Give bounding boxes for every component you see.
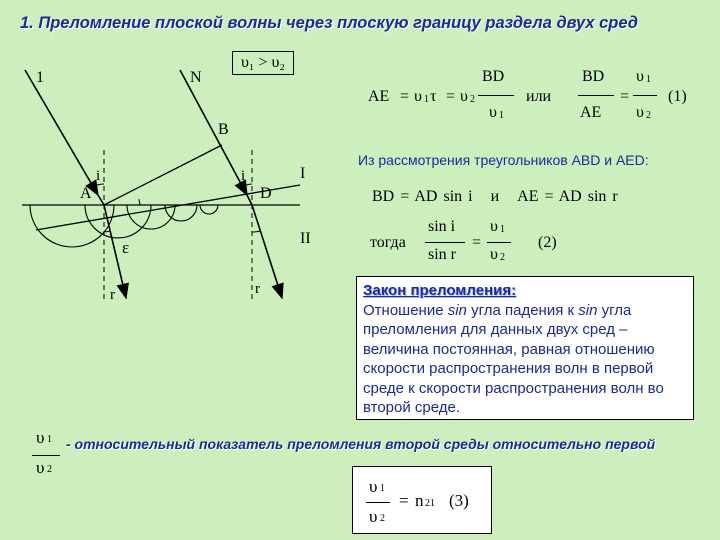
angle-r-A-label: r [110, 287, 115, 303]
formula-1-frac2-den: AE [580, 104, 602, 121]
formula-1-frac-num: BD [482, 68, 505, 85]
formula-1-v2-sub: 2 [470, 94, 475, 105]
refraction-law-box [356, 276, 694, 420]
formula-1-eq2: = [446, 88, 456, 105]
wavelet-5 [200, 205, 218, 214]
formula-1-or: или [526, 88, 552, 105]
formula-3-number: (2) [538, 234, 557, 251]
law-text-1: Отношение [363, 301, 448, 319]
ray-1-label: 1 [36, 69, 44, 86]
page-title: 1. Преломление плоской волны через плоскую границу раздела двух сред [20, 14, 638, 32]
wavelet-2 [85, 205, 151, 238]
normal-label: N [190, 69, 202, 86]
formula-1-tau: τ [430, 88, 437, 105]
formula-3-num: sin i [428, 218, 456, 235]
formula-4-box [352, 466, 492, 534]
incident-ray-1 [25, 70, 101, 195]
wavefront-AB [104, 145, 222, 205]
formula-3-rnum-sub: 1 [500, 224, 505, 235]
formula-4-number: (3) [449, 491, 469, 510]
relative-index-note: - относительный показатель преломления второй среды относительно первой [66, 436, 656, 452]
formula-1 [368, 60, 698, 130]
incident-ray-N-cont [247, 195, 252, 205]
formula-1-frac3-den-sub: 2 [646, 110, 651, 121]
point-D-label: D [260, 185, 272, 202]
formula-1-eq3: = [620, 88, 630, 105]
formula-3-rden-sub: 2 [500, 252, 505, 263]
point-B-label: B [218, 121, 229, 138]
law-sin-1: sin [447, 301, 467, 319]
formula-3-rbar [487, 242, 511, 243]
formula-1-lhs: AE [368, 88, 390, 105]
formula-1-frac2-bar [578, 95, 614, 96]
formula-2-part1: BD = AD sin i [372, 188, 473, 205]
formula-1-frac-den-sub: 1 [499, 110, 504, 121]
formula-1-frac2-num: BD [582, 68, 605, 85]
formula-4-eq: = [399, 491, 409, 510]
relative-num: υ [36, 428, 45, 447]
formula-1-eq1: = [400, 88, 410, 105]
formula-3-then: тогда [370, 234, 406, 251]
refraction-diagram [0, 40, 345, 360]
formula-3-rnum: υ [490, 218, 498, 235]
incident-ray-1-cont [98, 195, 104, 205]
epsilon-label: ε [122, 238, 130, 257]
formula-1-v2: υ [460, 88, 468, 105]
formula-2-part2: AE = AD sin r [517, 188, 618, 205]
formula-3-den: sin r [428, 246, 456, 263]
medium-I-label: I [300, 165, 306, 182]
formula-3 [370, 218, 570, 278]
formula-4-den-sub: 2 [380, 513, 385, 524]
formula-2-and: и [490, 188, 500, 205]
formula-4-den: υ [369, 507, 378, 526]
formula-1-frac3-den: υ [636, 104, 644, 121]
relative-num-sub: 1 [47, 434, 52, 445]
law-text-3: угла преломления для данных двух сред – величина постоянная, равная отношению скорости распространения волн в первой среде к скорости распространения волн во второй среде. [363, 301, 664, 416]
speed-condition-box: υ₁ > υ₂ [232, 51, 294, 75]
formula-3-eq: = [472, 234, 482, 251]
angle-i-D-label: i [241, 168, 246, 184]
intro-text: Из рассмотрения треугольников ABD и AED: [358, 152, 649, 168]
formula-3-bar [425, 242, 465, 243]
incident-ray-N [180, 70, 247, 195]
wavelet-1 [30, 205, 114, 247]
formula-4-n-sub: 21 [425, 498, 435, 509]
point-A-label: A [80, 185, 92, 202]
medium-II-label: II [300, 230, 311, 247]
law-heading: Закон преломления: [363, 282, 517, 299]
formula-4-n: n [415, 491, 424, 510]
angle-arc-i-D [242, 184, 252, 187]
angle-i-A-label: i [96, 168, 101, 184]
relative-bar [32, 455, 60, 456]
formula-1-v1: υ [414, 88, 422, 105]
angle-arc-epsilon [139, 199, 140, 205]
formula-1-frac3-num-sub: 1 [646, 74, 651, 85]
formula-1-number: (1) [668, 88, 687, 105]
relative-index-fraction [32, 428, 62, 488]
angle-r-D-label: r [255, 281, 260, 297]
formula-1-frac3-num: υ [636, 68, 644, 85]
formula-1-frac-bar [478, 95, 514, 96]
formula-4-num-sub: 1 [380, 483, 385, 494]
formula-2 [372, 188, 618, 206]
formula-4-num: υ [369, 477, 378, 496]
law-text-2: угла падения к [466, 301, 579, 319]
angle-arc-r-D [252, 231, 260, 232]
relative-den: υ [36, 458, 45, 477]
angle-arc-i-A [93, 184, 104, 187]
formula-1-frac3-bar [633, 95, 657, 96]
law-sin-2: sin [578, 301, 598, 319]
formula-1-frac-den: υ [489, 104, 497, 121]
formula-4-bar [366, 502, 390, 503]
relative-den-sub: 2 [47, 464, 52, 475]
formula-1-v1-sub: 1 [424, 94, 429, 105]
formula-3-rden: υ [490, 246, 498, 263]
